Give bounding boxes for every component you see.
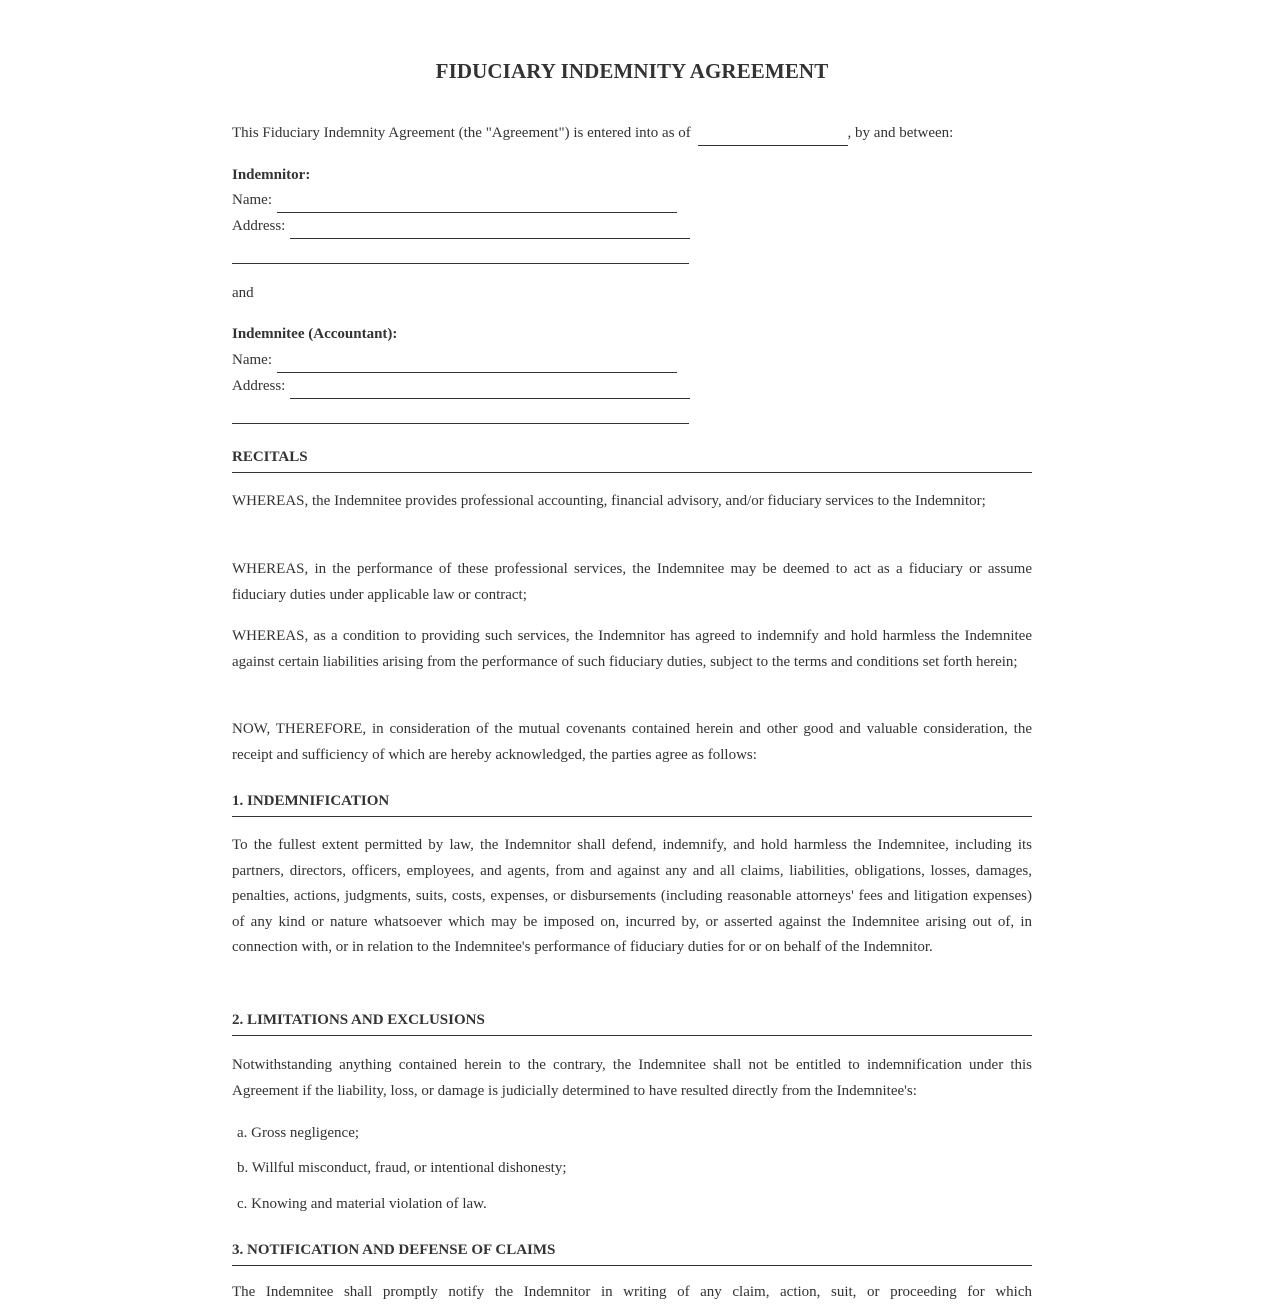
indemnitor-address-field-2[interactable] bbox=[232, 263, 689, 264]
indemnitee-address-label: Address: bbox=[232, 378, 286, 394]
and-text: and bbox=[232, 285, 254, 301]
section-1-text: To the fullest extent permitted by law, the Indemnitor shall defend, indemnify, and hold harmless the Indemnitee, including its partners, directors, officers, employees, and agents, from and against any and all claims, liabilities, obligations, losses, damages, penalties, actions, judgments, suits, costs, expenses, or disbursements (including reasonable attorneys' fees and litigation expenses) of any kind or nature whatsoever which may be imposed on, incurred by, or asserted against the Indemnitee arising out of, in connection with, or in relation to the Indemnitee's performance of fiduciary duties for or on behalf of the Indemnitor. bbox=[232, 837, 1032, 956]
indemnitee-name-label: Name: bbox=[232, 352, 272, 368]
intro-text-before: This Fiduciary Indemnity Agreement (the "Agreement") is entered into as of bbox=[232, 125, 691, 141]
section-3-text: The Indemnitee shall promptly notify the Indemnitor in writing of any claim, action, suit, or proceeding for which bbox=[232, 1284, 1032, 1300]
section-1-heading: 1. INDEMNIFICATION bbox=[232, 792, 1032, 817]
indemnitor-label: Indemnitor: bbox=[232, 167, 311, 183]
section-3-heading: 3. NOTIFICATION AND DEFENSE OF CLAIMS bbox=[232, 1241, 1032, 1266]
indemnitor-name-row bbox=[232, 191, 677, 209]
document-title: FIDUCIARY INDEMNITY AGREEMENT bbox=[435, 59, 829, 83]
indemnitee-address-field[interactable] bbox=[290, 382, 690, 399]
intro-text-after: , by and between: bbox=[847, 125, 954, 141]
section-2-text: Notwithstanding anything contained herein to the contrary, the Indemnitee shall not be entitled to indemnification under this Agreement if the liability, loss, or damage is judicially determined to have resulted directly from the Indemnitee's: bbox=[232, 1057, 1032, 1099]
section-2-heading: 2. LIMITATIONS AND EXCLUSIONS bbox=[232, 1011, 1032, 1036]
exclusion-item-a: a. Gross negligence; bbox=[237, 1125, 360, 1141]
indemnitee-label: Indemnitee (Accountant): bbox=[232, 326, 398, 342]
exclusion-item-c: c. Knowing and material violation of law. bbox=[237, 1196, 487, 1212]
indemnitor-address-row bbox=[232, 217, 690, 235]
indemnitor-address-label: Address: bbox=[232, 218, 286, 234]
indemnitee-name-field[interactable] bbox=[277, 356, 677, 373]
indemnitor-name-label: Name: bbox=[232, 192, 272, 208]
recital-paragraph-1: WHEREAS, the Indemnitee provides professional accounting, financial advisory, and/or fiduciary services to the Indemnitor; bbox=[232, 493, 986, 509]
recital-paragraph-2: WHEREAS, in the performance of these professional services, the Indemnitee may be deemed to act as a fiduciary or assume fiduciary duties under applicable law or contract; bbox=[232, 561, 1032, 603]
intro-line bbox=[232, 124, 953, 142]
recital-paragraph-4: NOW, THEREFORE, in consideration of the mutual covenants contained herein and other good and valuable consideration, the receipt and sufficiency of which are hereby acknowledged, the parties agree as follows: bbox=[232, 721, 1032, 763]
agreement-date-field[interactable] bbox=[698, 129, 848, 146]
recital-paragraph-3: WHEREAS, as a condition to providing such services, the Indemnitor has agreed to indemnify and hold harmless the Indemnitee against certain liabilities arising from the performance of such fiduciary duties, subject to the terms and conditions set forth herein; bbox=[232, 628, 1032, 670]
indemnitee-address-field-2[interactable] bbox=[232, 423, 689, 424]
indemnitor-address-field[interactable] bbox=[290, 222, 690, 239]
exclusion-item-b: b. Willful misconduct, fraud, or intentional dishonesty; bbox=[237, 1160, 567, 1176]
indemnitor-name-field[interactable] bbox=[277, 196, 677, 213]
recitals-heading: RECITALS bbox=[232, 448, 1032, 473]
indemnitee-name-row bbox=[232, 351, 677, 369]
indemnitee-address-row bbox=[232, 377, 690, 395]
